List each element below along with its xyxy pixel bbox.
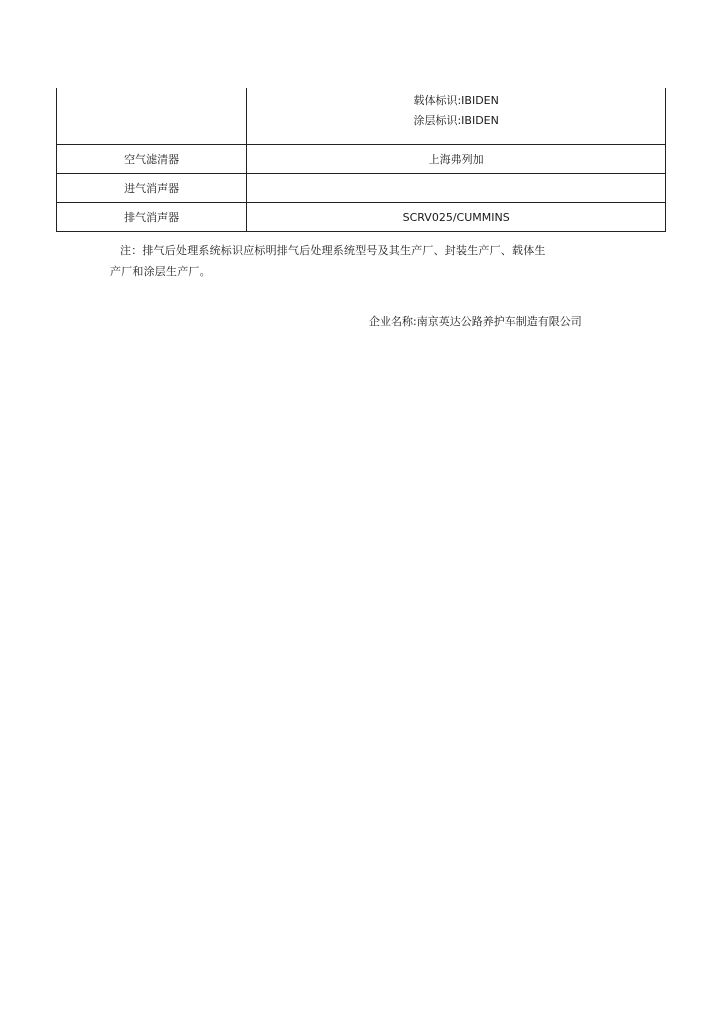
row-value-cell — [247, 174, 666, 203]
row-label-cell: 进气消声器 — [57, 174, 247, 203]
row-label-cell: 排气消声器 — [57, 203, 247, 232]
footnote — [110, 240, 656, 282]
row-value-cell: 上海弗列加 — [247, 145, 666, 174]
footnote-line-2: 产厂和涂层生产厂。 — [110, 265, 211, 278]
carrier-id-text: 载体标识:IBIDEN — [413, 94, 499, 107]
row-label-cell — [57, 88, 247, 145]
spec-table — [56, 88, 666, 232]
row-value-cell — [247, 88, 666, 145]
footnote-line-1: 注：排气后处理系统标识应标明排气后处理系统型号及其生产厂、封装生产厂、载体生 — [120, 244, 546, 257]
coating-id-text: 涂层标识:IBIDEN — [413, 114, 499, 127]
row-value-cell: SCRV025/CUMMINS — [247, 203, 666, 232]
table-row — [57, 145, 666, 174]
table-row — [57, 174, 666, 203]
company-name: 企业名称:南京英达公路养护车制造有限公司 — [369, 315, 582, 328]
table-row — [57, 203, 666, 232]
row-label-cell: 空气滤清器 — [57, 145, 247, 174]
table-row — [57, 88, 666, 145]
